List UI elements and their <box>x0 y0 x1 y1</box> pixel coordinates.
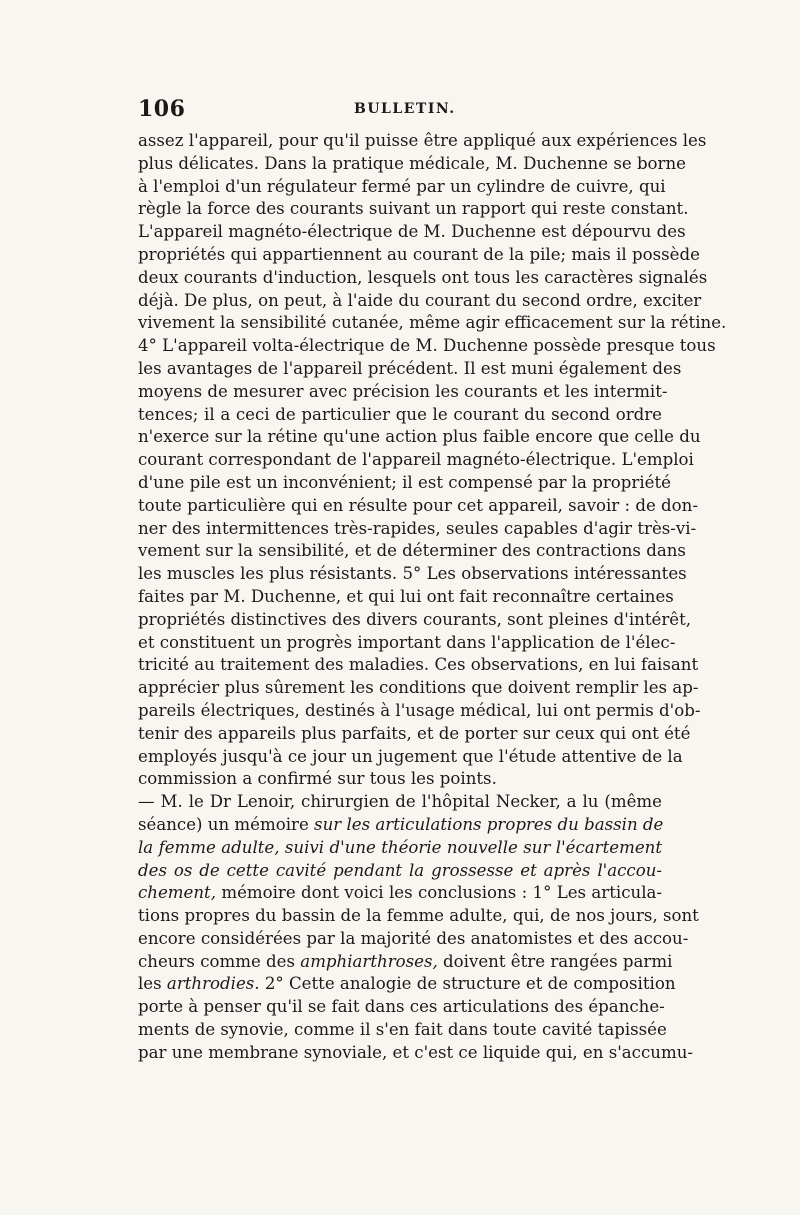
text-line: deux courants d'induction, lesquels ont tous les caractères signalés <box>138 267 708 287</box>
text-line: chement, mémoire dont voici les conclusions : 1° Les articula- <box>138 883 662 903</box>
text-line: plus délicates. Dans la pratique médicale, M. Duchenne se borne <box>138 153 686 173</box>
text-line: les arthrodies. 2° Cette analogie de structure et de composition <box>138 974 676 994</box>
text-line: et constituent un progrès important dans l'application de l'élec- <box>138 632 676 652</box>
page-number: 106 <box>138 96 186 122</box>
text-line: les avantages de l'appareil précédent. Il est muni également des <box>138 358 682 378</box>
text-line: par une membrane synoviale, et c'est ce liquide qui, en s'accumu- <box>138 1042 693 1062</box>
text-line: vement sur la sensibilité, et de déterminer des contractions dans <box>138 541 686 561</box>
text-line: vivement la sensibilité cutanée, même agir efficacement sur la rétine. <box>138 313 727 333</box>
text-line: toute particulière qui en résulte pour cet appareil, savoir : de don- <box>138 495 698 515</box>
body-text <box>138 130 727 1065</box>
text-line: porte à penser qu'il se fait dans ces articulations des épanche- <box>138 997 665 1017</box>
text-line: ner des intermittences très-rapides, seules capables d'agir très-vi- <box>138 518 697 538</box>
text-line: tions propres du bassin de la femme adulte, qui, de nos jours, sont <box>138 906 699 926</box>
text-line: pareils électriques, destinés à l'usage médical, lui ont permis d'ob- <box>138 700 701 720</box>
text-line: à l'emploi d'un régulateur fermé par un cylindre de cuivre, qui <box>138 176 666 196</box>
text-line: les muscles les plus résistants. 5° Les observations intéressantes <box>138 564 687 584</box>
page-header <box>138 96 662 126</box>
text-line: règle la force des courants suivant un rapport qui reste constant. <box>138 199 689 219</box>
text-line: courant correspondant de l'appareil magnéto-électrique. L'emploi <box>138 450 694 470</box>
text-line: apprécier plus sûrement les conditions que doivent remplir les ap- <box>138 678 699 698</box>
text-line: la femme adulte, suivi d'une théorie nouvelle sur l'écartement <box>138 837 662 857</box>
text-line: commission a confirmé sur tous les points. <box>138 769 497 789</box>
text-line: faites par M. Duchenne, et qui lui ont fait reconnaître certaines <box>138 586 674 606</box>
text-line: tenir des appareils plus parfaits, et de porter sur ceux qui ont été <box>138 723 691 743</box>
text-line: séance) un mémoire sur les articulations propres du bassin de <box>138 814 664 834</box>
text-line: ments de synovie, comme il s'en fait dans toute cavité tapissée <box>138 1020 667 1040</box>
text-line: encore considérées par la majorité des anatomistes et des accou- <box>138 928 689 948</box>
text-line: n'exerce sur la rétine qu'une action plus faible encore que celle du <box>138 427 701 447</box>
text-line: déjà. De plus, on peut, à l'aide du courant du second ordre, exciter <box>138 290 702 310</box>
running-head: BULLETIN. <box>354 101 456 117</box>
text-line: L'appareil magnéto-électrique de M. Duchenne est dépourvu des <box>138 222 686 242</box>
text-line: d'une pile est un inconvénient; il est compensé par la propriété <box>138 472 671 492</box>
text-line: — M. le Dr Lenoir, chirurgien de l'hôpital Necker, a lu (même <box>138 792 662 812</box>
text-line: propriétés qui appartiennent au courant de la pile; mais il possède <box>138 244 700 264</box>
text-line: tricité au traitement des maladies. Ces observations, en lui faisant <box>138 655 699 675</box>
text-line: tences; il a ceci de particulier que le courant du second ordre <box>138 404 662 424</box>
text-line: 4° L'appareil volta-électrique de M. Duchenne possède presque tous <box>138 336 716 356</box>
text-line: employés jusqu'à ce jour un jugement que l'étude attentive de la <box>138 746 683 766</box>
text-line: assez l'appareil, pour qu'il puisse être appliqué aux expériences les <box>138 131 707 150</box>
text-line: des os de cette cavité pendant la grossesse et après l'accou- <box>138 860 662 880</box>
text-line: propriétés distinctives des divers courants, sont pleines d'intérêt, <box>138 609 692 629</box>
text-line: moyens de mesurer avec précision les courants et les intermit- <box>138 381 668 401</box>
text-line: cheurs comme des amphiarthroses, doivent être rangées parmi <box>138 951 673 971</box>
